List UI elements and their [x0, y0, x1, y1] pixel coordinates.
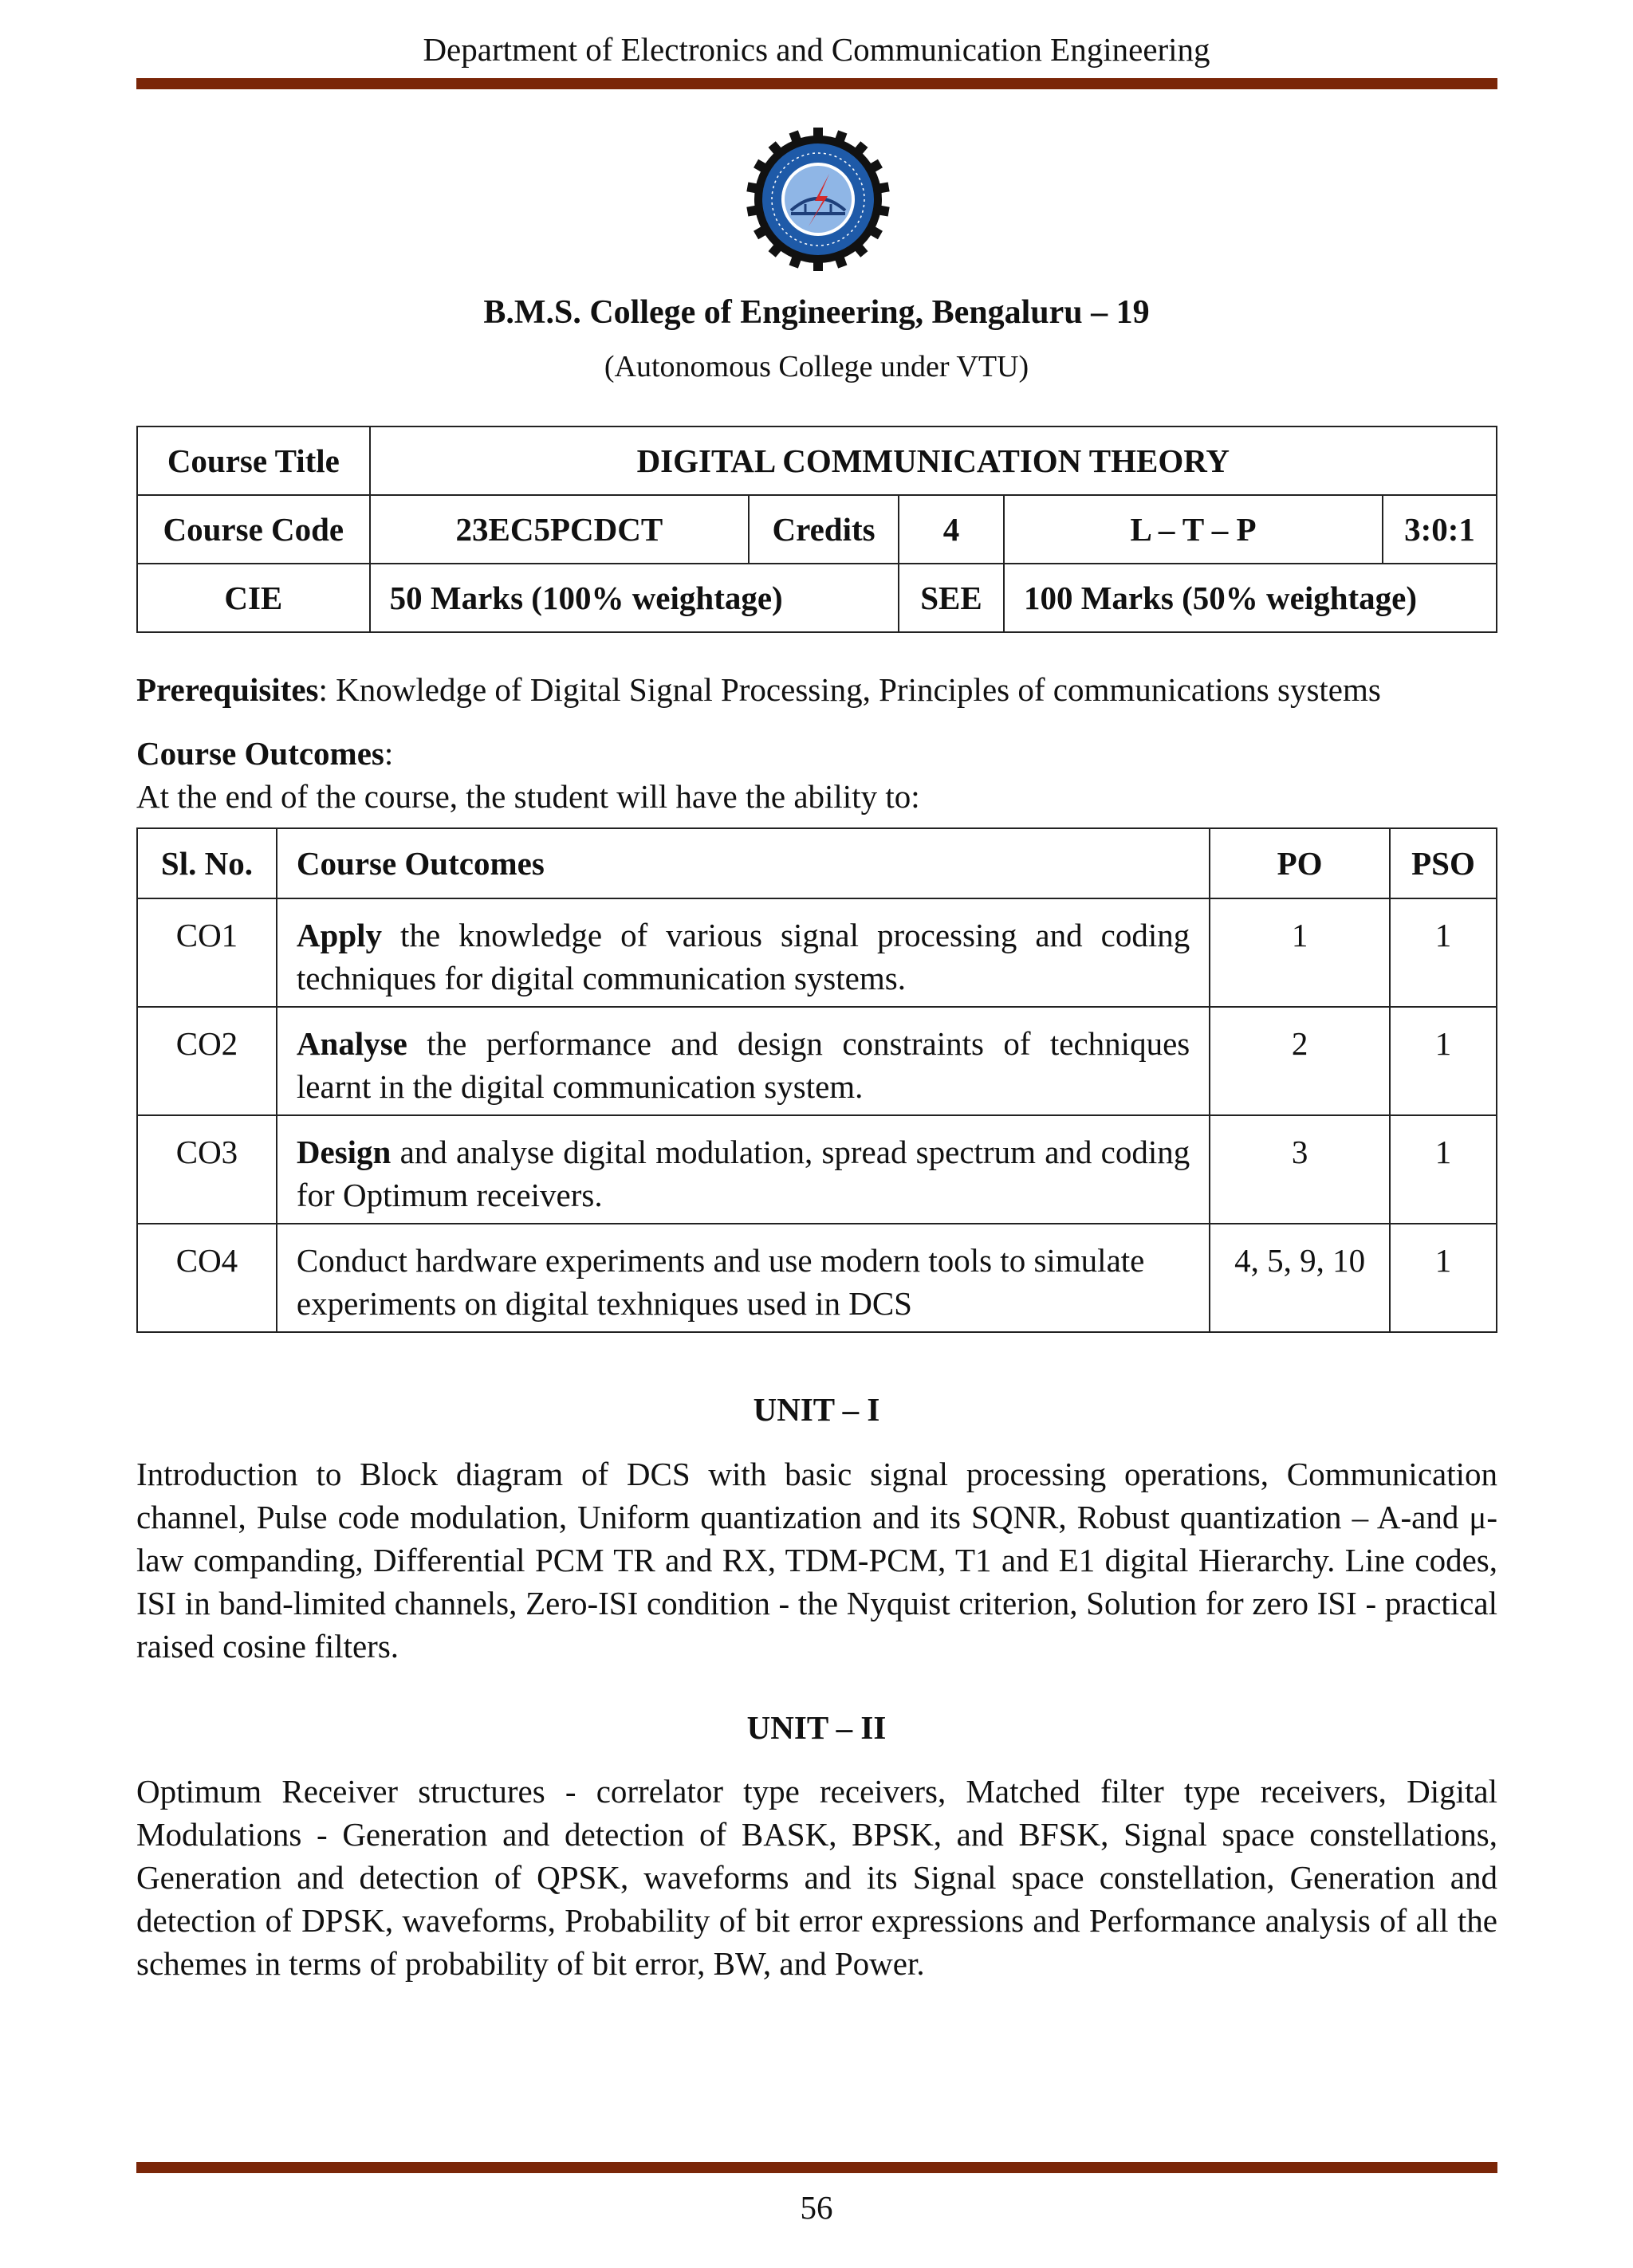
course-outcomes-intro: At the end of the course, the student will have the ability to: — [136, 778, 920, 815]
co-id: CO1 — [137, 898, 277, 1007]
course-outcomes-header: Course Outcomes — [277, 828, 1210, 898]
co-po: 4, 5, 9, 10 — [1210, 1224, 1390, 1332]
course-outcomes-colon: : — [384, 735, 394, 772]
co-id: CO4 — [137, 1224, 277, 1332]
co-po: 2 — [1210, 1007, 1390, 1115]
co-po: 1 — [1210, 898, 1390, 1007]
footer-rule — [136, 2162, 1497, 2173]
credits-value: 4 — [899, 495, 1004, 564]
prerequisites — [136, 668, 1497, 711]
unit-1-content: Introduction to Block diagram of DCS with basic signal processing operations, Communication channel, Pulse code modulation, Uniform quantization and its SQNR, Robust quantization – A-and μ-law companding, Differential PCM TR and RX, TDM-PCM, T1 and E1 digital Hierarchy. Line codes, ISI in band-limited channels, Zero-ISI condition - the Nyquist criterion, Solution for zero ISI - practical raised cosine filters. — [136, 1456, 1497, 1665]
course-code-row — [137, 495, 1497, 564]
course-outcomes-heading — [136, 732, 1497, 775]
co-text: the knowledge of various signal processing and coding techniques for digital communication systems. — [296, 917, 1190, 996]
college-name: B.M.S. College of Engineering, Bengaluru – 19 — [483, 294, 1150, 331]
co-description — [277, 1224, 1210, 1332]
department-header: Department of Electronics and Communication Engineering — [423, 31, 1210, 68]
co-verb: Apply — [296, 917, 383, 953]
table-row — [137, 898, 1497, 1007]
prerequisites-label: Prerequisites — [136, 671, 319, 708]
co-description — [277, 1115, 1210, 1224]
co-description — [277, 1007, 1210, 1115]
co-pso: 1 — [1390, 1115, 1497, 1224]
unit-1-title: UNIT – I — [753, 1391, 880, 1428]
course-code-label: Course Code — [137, 495, 370, 564]
ltp-label: L – T – P — [1004, 495, 1383, 564]
table-row — [137, 1224, 1497, 1332]
co-text: the performance and design constraints of techniques learnt in the digital communication system. — [296, 1025, 1190, 1105]
unit-2-title: UNIT – II — [746, 1709, 887, 1746]
co-description — [277, 898, 1210, 1007]
unit-2-content: Optimum Receiver structures - correlator type receivers, Matched filter type receivers, Digital Modulations - Generation and detection of BASK, BPSK, and BFSK, Signal space constellations, Generation and detection of QPSK, waveforms and its Signal space constellation, Generation and detection of DPSK, waveforms, Probability of bit error expressions and Performance analysis of all the schemes in terms of probability of bit error, BW, and Power. — [136, 1773, 1497, 1982]
assessment-row — [137, 564, 1497, 632]
table-row — [137, 1115, 1497, 1224]
course-title-value: DIGITAL COMMUNICATION THEORY — [370, 426, 1497, 495]
co-verb: Analyse — [296, 1025, 407, 1062]
cie-label: CIE — [137, 564, 370, 632]
co-text: Conduct hardware experiments and use modern tools to simulate experiments on digital texhniques used in DCS — [296, 1242, 1145, 1322]
po-header: PO — [1210, 828, 1390, 898]
table-header-row — [137, 828, 1497, 898]
co-id: CO2 — [137, 1007, 277, 1115]
sl-no-header: Sl. No. — [137, 828, 277, 898]
cie-value: 50 Marks (100% weightage) — [370, 564, 899, 632]
see-label: SEE — [899, 564, 1004, 632]
co-pso: 1 — [1390, 898, 1497, 1007]
credits-label: Credits — [749, 495, 899, 564]
co-po: 3 — [1210, 1115, 1390, 1224]
college-subtitle: (Autonomous College under VTU) — [604, 350, 1029, 383]
course-code-value: 23EC5PCDCT — [370, 495, 750, 564]
course-outcomes-label: Course Outcomes — [136, 735, 384, 772]
ltp-value: 3:0:1 — [1383, 495, 1497, 564]
college-seal-icon — [746, 128, 890, 271]
co-id: CO3 — [137, 1115, 277, 1224]
course-info-table — [136, 426, 1497, 633]
course-title-row — [137, 426, 1497, 495]
see-value: 100 Marks (50% weightage) — [1004, 564, 1497, 632]
co-verb: Design — [296, 1134, 392, 1170]
co-pso: 1 — [1390, 1007, 1497, 1115]
page-number: 56 — [800, 2189, 833, 2226]
pso-header: PSO — [1390, 828, 1497, 898]
co-text: and analyse digital modulation, spread spectrum and coding for Optimum receivers. — [296, 1134, 1190, 1213]
co-pso: 1 — [1390, 1224, 1497, 1332]
course-title-label: Course Title — [137, 426, 370, 495]
course-outcomes-table — [136, 827, 1497, 1333]
table-row — [137, 1007, 1497, 1115]
prerequisites-text: : Knowledge of Digital Signal Processing, Principles of communications systems — [318, 671, 1381, 708]
header-rule — [136, 78, 1497, 89]
